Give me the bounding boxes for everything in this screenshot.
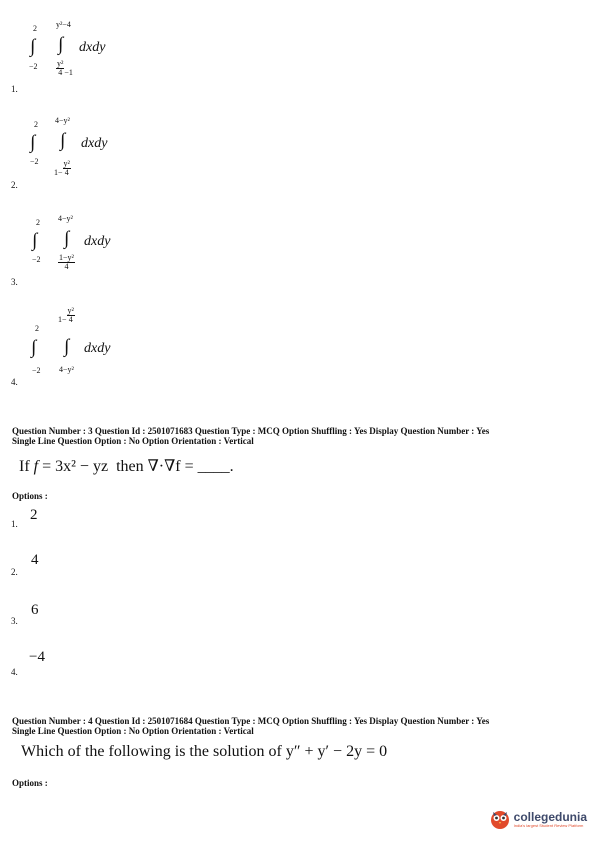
- brand-tagline: India's largest Student Review Platform: [513, 822, 584, 828]
- integrand: dxdy: [81, 136, 108, 151]
- option-value[interactable]: 4: [31, 552, 39, 568]
- outer-upper-limit: 2: [33, 24, 37, 33]
- option-value[interactable]: −4: [29, 649, 45, 665]
- option-number: 3.: [11, 277, 18, 287]
- outer-upper-limit: 2: [34, 120, 38, 129]
- inner-lower-limit: $\frac{\text{y²}}{4}$ −1: [57, 59, 73, 77]
- inner-integral-sign: ∫: [60, 130, 66, 151]
- inner-lower-limit: $\frac{\text{1−y²}}{4}$: [59, 253, 74, 271]
- outer-integral-sign: ∫: [31, 337, 37, 358]
- outer-lower-limit: −2: [30, 157, 39, 166]
- outer-lower-limit: −2: [32, 255, 41, 264]
- outer-upper-limit: 2: [36, 218, 40, 227]
- option-number: 2.: [11, 180, 18, 190]
- option-value[interactable]: 6: [31, 602, 39, 618]
- brand-name: collegedunia: [513, 809, 587, 824]
- option-number: 1.: [11, 519, 18, 529]
- collegedunia-logo: [489, 808, 587, 830]
- outer-upper-limit: 2: [35, 324, 39, 333]
- inner-upper-limit: 1− $\frac{\text{y²}}{4}$: [58, 306, 74, 324]
- outer-integral-sign: ∫: [30, 132, 36, 153]
- inner-lower-limit: 1− $\frac{\text{y²}}{4}$: [54, 159, 70, 177]
- option-number: 4.: [11, 377, 18, 387]
- option-number: 3.: [11, 616, 18, 626]
- options-label: Options :: [12, 491, 48, 501]
- option-value[interactable]: 2: [30, 507, 38, 523]
- outer-integral-sign: ∫: [32, 230, 38, 251]
- inner-upper-limit: y²−4: [56, 20, 71, 29]
- inner-upper-limit: 4−y²: [55, 116, 70, 125]
- question-header: Question Number : 4 Question Id : 2501071684 Question Type : MCQ Option Shuffling : Yes Display Question Number : Yes Single Line Question Option : No Option Orientation : Vertical: [12, 716, 490, 736]
- inner-integral-sign: ∫: [58, 34, 64, 55]
- option-number: 4.: [11, 667, 18, 677]
- question-stem: If f = 3x² − yz then ∇·∇f = ____.: [19, 458, 234, 475]
- option-number: 1.: [11, 84, 18, 94]
- integrand: dxdy: [84, 341, 111, 356]
- options-label: Options :: [12, 778, 48, 788]
- question-stem: Which of the following is the solution of y″ + y′ − 2y = 0: [21, 743, 388, 760]
- owl-icon: [489, 808, 511, 830]
- question-header: Question Number : 3 Question Id : 2501071683 Question Type : MCQ Option Shuffling : Yes Display Question Number : Yes Single Line Question Option : No Option Orientation : Vertical: [12, 426, 490, 446]
- inner-upper-limit: 4−y²: [58, 214, 73, 223]
- outer-integral-sign: ∫: [30, 36, 36, 57]
- option-number: 2.: [11, 567, 18, 577]
- integrand: dxdy: [79, 40, 106, 55]
- inner-integral-sign: ∫: [64, 228, 70, 249]
- integrand: dxdy: [84, 234, 111, 249]
- inner-lower-limit: 4−y²: [59, 365, 74, 374]
- inner-integral-sign: ∫: [64, 336, 70, 357]
- outer-lower-limit: −2: [29, 62, 38, 71]
- outer-lower-limit: −2: [32, 366, 41, 375]
